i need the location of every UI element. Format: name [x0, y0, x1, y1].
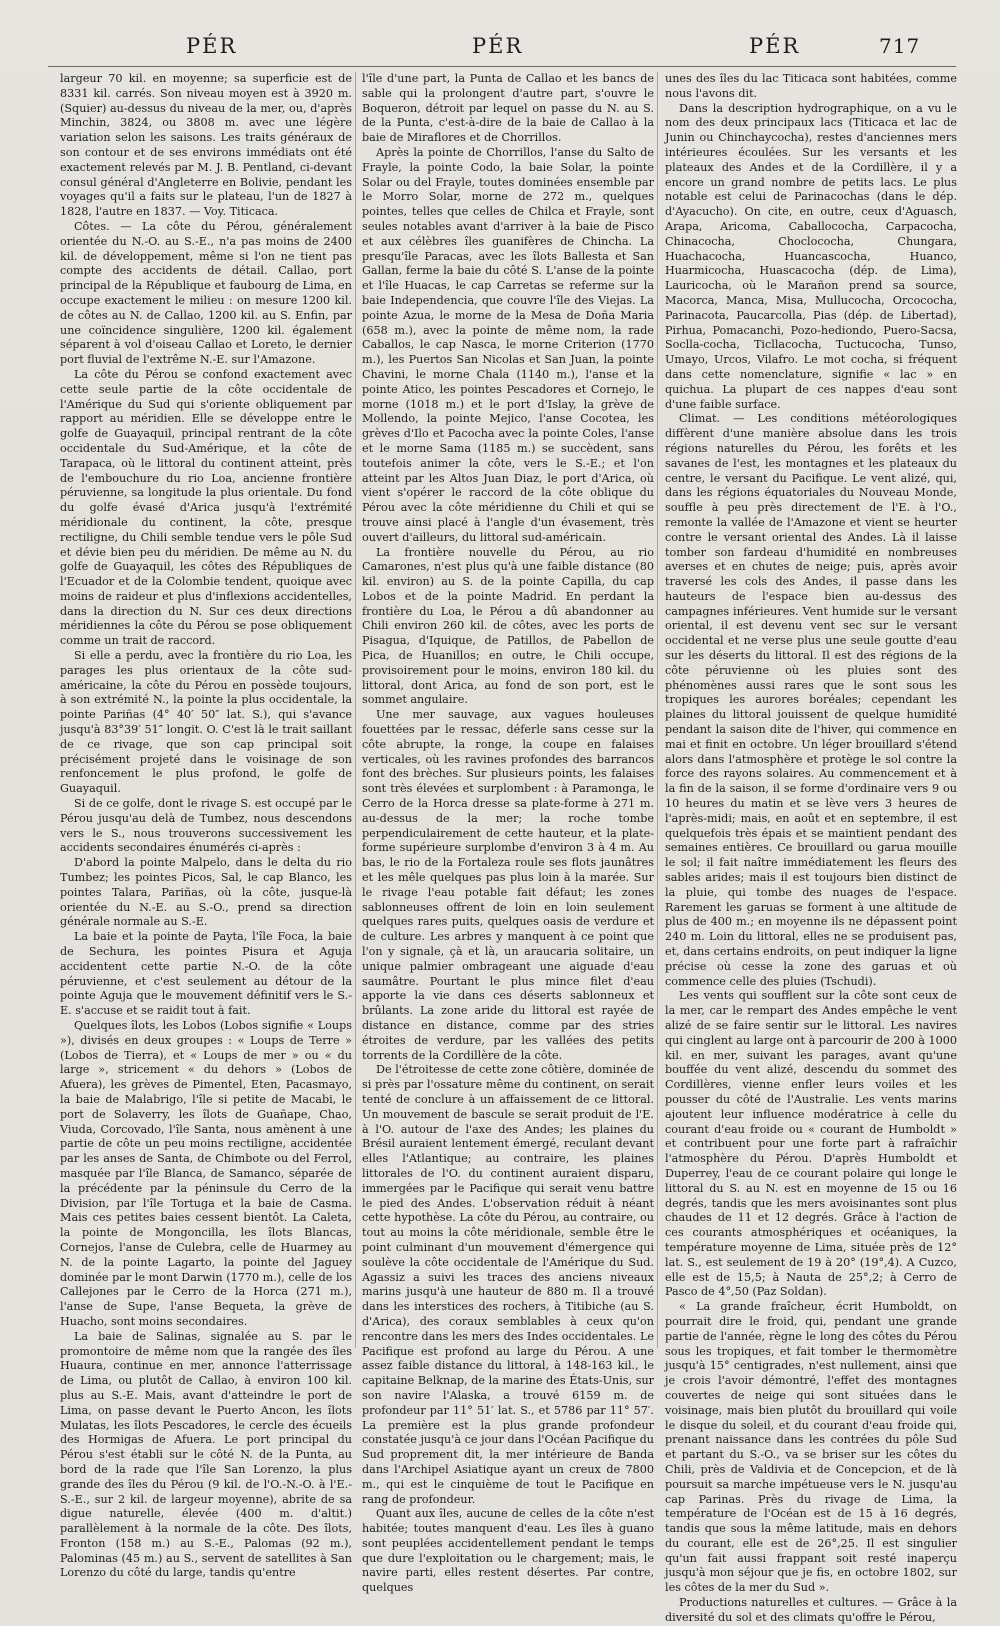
- paragraph: Les vents qui soufflent sur la côte sont ceux de la mer, car le rempart des Andes empêche le vent alizé de se faire sentir sur le littoral. Les navires qui cinglent au large ont à parcourir de 200 à 1000 kil. en mer, suivant les parages, avant qu'une bouffée du vent alizé, descendu du sommet des Cordillères, vienne enfler leurs voiles et les pousser du côté de l'Australie. Les vents marins ajoutent leur influence modératrice à celle du courant d'eau froide ou « courant de Humboldt » et contribuent pour une forte part à rafraîchir l'atmosphère du Pérou. D'après Humboldt et Duperrey, l'eau de ce courant polaire qui longe le littoral du S. au N. est en moyenne de 15 ou 16 degrés, tandis que les mers avoisinantes sont plus chaudes de 11 et 12 degrés. Grâce à l'action de ces courants atmosphériques et océaniques, la température moyenne de Lima, située près de 12° lat. S., est seulement de 19 à 20° (19°,4). A Cuzco, elle est de 15,5; à Nauta de 25°,2; à Cerro de Pasco de 4°,50 (Paz Soldan).: [665, 989, 957, 1299]
- text-column-2: [362, 72, 654, 1595]
- paragraph: Si elle a perdu, avec la frontière du rio Loa, les parages les plus orientaux de la côte sud-américaine, la côte du Pérou en possède toujours, à son extrémité N., la pointe la plus occidentale, la pointe Pariñas (4° 40′ 50″ lat. S.), qui s'avance jusqu'à 83°39′ 51″ longit. O. C'est là le trait saillant de ce rivage, que son cap principal soit précisément projeté dans le voisinage de son renfoncement le plus profond, le golfe de Guayaquil.: [60, 649, 352, 796]
- header-rule: [48, 66, 956, 67]
- paragraph: unes des îles du lac Titicaca sont habitées, comme nous l'avons dit.: [665, 72, 957, 100]
- paragraph: La baie et la pointe de Payta, l'île Foca, la baie de Sechura, les pointes Pisura et Aguja accidentent cette partie N.-O. de la côte péruvienne, et c'est seulement au détour de la pointe Aguja que le mouvement définitif vers le S.-E. s'accuse et se raidit tout à fait.: [60, 930, 352, 1018]
- paragraph: largeur 70 kil. en moyenne; sa superficie est de 8331 kil. carrés. Son niveau moyen est à 3920 m. (Squier) au-dessus du niveau de la mer, ou, d'après Minchin, 3824, ou 3808 m. avec une légère variation selon les saisons. Les traits généraux de son contour et de ses environs immédiats ont été exactement relevés par M. J. B. Pentland, ci-devant consul général d'Angleterre en Bolivie, pendant les voyages qu'il a faits sur le plateau, l'un de 1827 à 1828, l'autre en 1837. — Voy. Titicaca.: [60, 72, 352, 219]
- paragraph: Quelques îlots, les Lobos (Lobos signifie « Loups »), divisés en deux groupes : « Loups de Terre » (Lobos de Tierra), et « Loups de mer » ou « du large », stricement « du dehors » (Lobos de Afuera), les grèves de Pimentel, Eten, Pacasmayo, la baie de Malabrigo, l'île si petite de Macabi, le port de Solaverry, les îlots de Guañape, Chao, Viuda, Corcovado, l'île Santa, nous amènent à une partie de côte un peu moins rectiligne, accidentée par les anses de Santa, de Chimbote ou del Ferrol, masquée par l'île Blanca, de Samanco, séparée de la précédente par la péninsule du Cerro de la Division, par l'île Tortuga et la baie de Casma. Mais ces petites baies cessent bientôt. La Caleta, la pointe de Mongoncilla, les îlots Blancas, Cornejos, l'anse de Culebra, celle de Huarmey au N. de la pointe Lagarto, la pointe del Jaguey dominée par le mont Darwin (1770 m.), celle de los Callejones par le Cerro de la Horca (271 m.), l'anse de Supe, l'anse Bequeta, la grève de Huacho, sont moins secondaires.: [60, 1019, 352, 1328]
- paragraph: « La grande fraîcheur, écrit Humboldt, on pourrait dire le froid, qui, pendant une grande partie de l'année, règne le long des côtes du Pérou sous les tropiques, et fait tomber le thermomètre jusqu'à 15° centigrades, n'est nullement, ainsi que je crois l'avoir démontré, l'effet des montagnes couvertes de neige qui sont situées dans le voisinage, mais bien plutôt du brouillard qui voile le disque du soleil, et du courant d'eau froide qui, prenant naissance dans les contrées du pôle Sud et partant du S.-O., va se briser sur les côtes du Chili, près de Valdivia et de Concepcion, et de là poursuit sa marche impétueuse vers le N. jusqu'au cap Parinas. Près du rivage de Lima, la température de l'Océan est de 15 à 16 degrés, tandis que sous la même latitude, mais en dehors du courant, elle est de 26°,25. Il est singulier qu'un fait aussi frappant soit resté inaperçu jusqu'à mon séjour que je fis, en octobre 1802, sur les côtes de la mer du Sud ».: [665, 1300, 957, 1595]
- header-center-keyword: PÉR: [472, 34, 524, 58]
- paragraph: Dans la description hydrographique, on a vu le nom des deux principaux lacs (Titicaca et lac de Junin ou Chinchaycocha), restes d'anciennes mers intérieures écoulées. Sur les versants et les plateaux des Andes et de la Cordillère, il y a encore un grand nombre de petits lacs. Le plus notable est celui de Parinacochas (dans le dép. d'Ayacucho). On cite, en outre, ceux d'Aguasch, Arapa, Aricoma, Caballococha, Carpacocha, Chinacocha, Choclococha, Chungara, Huachacocha, Huancascocha, Huanco, Huarmicocha, Huascacocha (dép. de Lima), Lauricocha, où le Marañon prend sa source, Macorca, Manca, Misa, Mullucocha, Orcococha, Parinacota, Paucarcolla, Pias (dép. de Libertad), Pirhua, Pomacanchi, Pozo-hediondo, Puero-Sacsa, Soclla-cocha, Ticllacocha, Tuctucocha, Tunso, Umayo, Urcos, Vilafro. Le mot cocha, si fréquent dans cette nomenclature, signifie « lac » en quichua. La plupart de ces nappes d'eau sont d'une faible surface.: [665, 101, 957, 411]
- paragraph: Climat. — Les conditions météorologiques diffèrent d'une manière absolue dans les trois régions naturelles du Pérou, les forêts et les savanes de l'est, les montagnes et les plateaux du centre, le versant du Pacifique. Le vent alizé, qui, dans les régions équatoriales du Nouveau Monde, souffle à peu près directement de l'E. à l'O., remonte la vallée de l'Amazone et vient se heurter contre le versant oriental des Andes. Là il laisse tomber son fardeau d'humidité en nombreuses averses et en chutes de neige; puis, après avoir traversé les cols des Andes, il passe dans les hauteurs de l'espace bien au-dessus des campagnes inférieures. Vent humide sur le versant oriental, il est devenu vent sec sur le versant occidental et ne verse plus une seule goutte d'eau sur les déserts du littoral. Il est des régions de la côte péruvienne où les pluies sont des phénomènes aussi rares que le sont sous les tropiques les aurores boréales; cependant les plaines du littoral jouissent de quelque humidité pendant la saison dite de l'hiver, qui commence en mai et finit en octobre. Un léger brouillard s'étend alors dans l'atmosphère et protège le sol contre la force des rayons solaires. Au commencement et à la fin de la saison, il se forme d'ordinaire vers 9 ou 10 heures du matin et se lève vers 3 heures de l'après-midi; mais, en août et en septembre, il est quelquefois très épais et se maintient pendant des semaines entières. Ce brouillard ou garua mouille le sol; il fait naître immédiatement les fleurs des sables arides; mais il est toujours bien distinct de la pluie, qui tombe des nuages de l'espace. Rarement les garuas se forment à une altitude de plus de 400 m.; en moyenne ils ne dépassent point 240 m. Loin du littoral, elles ne se produisent pas, et, dans certains endroits, on peut indiquer la ligne précise où cesse la zone des garuas et où commence celle des pluies (Tschudi).: [665, 412, 957, 988]
- paragraph: Côtes. — La côte du Pérou, généralement orientée du N.-O. au S.-E., n'a pas moins de 2400 kil. de développement, même si l'on ne tient pas compte des accidents de détail. Callao, port principal de la République et faubourg de Lima, en occupe exactement le milieu : on mesure 1200 kil. de côtes au N. de Callao, 1200 kil. au S. Enfin, par une coïncidence singulière, 1200 kil. également séparent à vol d'oiseau Callao et Loreto, le dernier port fluvial de l'extrême N.-E. sur l'Amazone.: [60, 219, 352, 367]
- running-header: [0, 34, 1000, 64]
- paragraph: Une mer sauvage, aux vagues houleuses fouettées par le ressac, déferle sans cesse sur la côte abrupte, la ronge, la coupe en falaises verticales, où les ravines profondes des barrancos font des brèches. Sur plusieurs points, les falaises sont très élevées et surplombent : à Paramonga, le Cerro de la Horca dresse sa plate-forme à 271 m. au-dessus de la mer; la roche tombe perpendiculairement de cette hauteur, et la plate-forme supérieure surplombe d'environ 3 à 4 m. Au bas, le rio de la Fortaleza roule ses flots jaunâtres et les mêle quelques pas plus loin à la marée. Sur le rivage l'eau potable fait défaut; les zones sablonneuses offrent de loin en loin seulement quelques rares puits, quelques oasis de verdure et de culture. Les arbres y manquent à ce point que l'on y signale, çà et là, un araucaria solitaire, un unique palmier ombrageant une aiguade d'eau saumâtre. Pourtant le plus mince filet d'eau apporte la vie dans ces déserts sablonneux et brûlants. La zone aride du littoral est rayée de distance en distance, comme par des stries étroites de verdure, par les vallées des petits torrents de la Cordillère de la côte.: [362, 708, 654, 1062]
- text-column-1: [60, 72, 352, 1580]
- text-column-3: [665, 72, 957, 1624]
- paragraph: La côte du Pérou se confond exactement avec cette seule partie de la côte occidentale de l'Amérique du Sud qui s'oriente obliquement par rapport au méridien. Elle se développe entre le golfe de Guayaquil, principal rentrant de la côte occidentale du Sud-Amérique, et la côte de Tarapaca, où le littoral du continent atteint, près de l'embouchure du rio Loa, ancienne frontière péruvienne, sa longitude la plus orientale. Du fond du golfe évasé d'Arica jusqu'à l'extrémité méridionale du continent, la côte, presque rectiligne, du Chili semble tendue vers le pôle Sud et dévie bien peu du méridien. De même au N. du golfe de Guayaquil, les côtes des Républiques de l'Ecuador et de la Colombie tendent, quoique avec moins de raideur et plus d'inflexions accidentelles, dans la direction du N. Sur ces deux directions méridiennes la côte du Pérou se pose obliquement comme un trait de raccord.: [60, 367, 352, 648]
- paragraph: De l'étroitesse de cette zone côtière, dominée de si près par l'ossature même du continent, on serait tenté de conclure à un affaissement de ce littoral. Un mouvement de bascule se serait produit de l'E. à l'O. autour de l'axe des Andes; les plaines du Brésil auraient lentement émergé, reculant devant elles l'Atlantique; au contraire, les plaines littorales de l'O. du continent auraient disparu, immergées par le Pacifique qui serait venu battre le pied des Andes. L'observation réduit à néant cette hypothèse. La côte du Pérou, au contraire, ou tout au moins la côte méridionale, semble être le point culminant d'un mouvement d'émergence qui soulève la côte occidentale de l'Amérique du Sud. Agassiz a suivi les traces des anciens niveaux marins jusqu'à une hauteur de 880 m. Il a trouvé dans les interstices des rochers, à Titibiche (au S. d'Arica), des coraux semblables à ceux qu'on rencontre dans les mers des Indes occidentales. Le Pacifique est profond au large du Pérou. A une assez faible distance du littoral, à 148-163 kil., le capitaine Belknap, de la marine des États-Unis, sur son navire l'Alaska, a trouvé 6159 m. de profondeur par 11° 51′ lat. S., et 5786 par 11° 57′. La première est la plus grande profondeur constatée jusqu'à ce jour dans l'Océan Pacifique du Sud proprement dit, la mer intérieure de Banda dans l'Archipel Asiatique ayant un creux de 7800 m., qui est le cinquième de tout le Pacifique en rang de profondeur.: [362, 1063, 654, 1506]
- page-number: 717: [879, 34, 921, 58]
- paragraph: Quant aux îles, aucune de celles de la côte n'est habitée; toutes manquent d'eau. Les îles à guano sont peuplées accidentellement pendant le temps que dure l'exploitation ou le chargement; mais, le navire parti, elles restent désertes. Par contre, quelques: [362, 1507, 654, 1595]
- paragraph: Après la pointe de Chorrillos, l'anse du Salto de Frayle, la pointe Codo, la baie Solar, la pointe Solar ou del Frayle, toutes dominées ensemble par le Morro Solar, morne de 272 m., quelques pointes, telles que celles de Chilca et Frayle, sont seules notables avant d'arriver à la baie de Pisco et aux célèbres îles guanifères de Chincha. La presqu'île Paracas, avec les îlots Ballesta et San Gallan, ferme la baie du côté S. L'anse de la pointe et l'île Huacas, le cap Carretas se referme sur la baie Independencia, que couvre l'île des Viejas. La pointe Azua, le morne de la Mesa de Doña Maria (658 m.), avec la pointe de même nom, la rade Caballos, le cap Nasca, le morne Criterion (1770 m.), les Puertos San Nicolas et San Juan, la pointe Chavini, le morne Chala (1140 m.), l'anse et la pointe Atico, les pointes Pescadores et Cornejo, le morne (1018 m.) et le port d'Islay, la grève de Mollendo, la pointe Mejico, l'anse Cocotea, les grèves d'Ilo et Pacocha avec la pointe Coles, l'anse et le morne Sama (1185 m.) se succèdent, sans toutefois animer la côte, vers le S.-E.; et l'on atteint par les Altos Juan Diaz, le port d'Arica, où vient s'opérer le raccord de la côte oblique du Pérou avec la côte méridienne du Chili et qui se trouve ainsi placé à l'angle d'un évasement, très ouvert d'ailleurs, du littoral sud-américain.: [362, 145, 654, 544]
- paragraph: La frontière nouvelle du Pérou, au rio Camarones, n'est plus qu'à une faible distance (80 kil. environ) au S. de la pointe Capilla, du cap Lobos et de la pointe Madrid. En perdant la frontière du Loa, le Pérou a dû abandonner au Chili environ 260 kil. de côtes, avec les ports de Pisagua, d'Iquique, de Patillos, de Pabellon de Pica, de Huanillos; en outre, le Chili occupe, provisoirement pour le moins, environ 180 kil. du littoral, dont Arica, au fond de son port, est le sommet angulaire.: [362, 545, 654, 707]
- header-right-keyword: PÉR: [749, 34, 801, 58]
- header-left-keyword: PÉR: [186, 34, 238, 58]
- column-separator: [657, 72, 658, 1348]
- paragraph: La baie de Salinas, signalée au S. par le promontoire de même nom que la rangée des îles Huaura, continue en mer, annonce l'atterrissage de Lima, ou plutôt de Callao, à environ 100 kil. plus au S.-E. Mais, avant d'atteindre le port de Lima, on passe devant le Puerto Ancon, les îlots Mulatas, les îlots Pescadores, le cercle des écueils des Hormigas de Afuera. Le port principal du Pérou s'est établi sur le côté N. de la Punta, au bord de la rade que l'île San Lorenzo, la plus grande des îles du Pérou (9 kil. de l'O.-N.-O. à l'E.-S.-E., sur 2 kil. de largeur moyenne), abrite de sa digue naturelle, élevée (400 m. d'altit.) parallèlement à la normale de la côte. Des îlots, Fronton (158 m.) au S.-E., Palomas (92 m.), Palominas (45 m.) au S., servent de satellites à San Lorenzo du côté du large, tandis qu'entre: [60, 1329, 352, 1580]
- paragraph: D'abord la pointe Malpelo, dans le delta du rio Tumbez; les pointes Picos, Sal, le cap Blanco, les pointes Talara, Pariñas, où la côte, jusque-là orientée du N.-E. au S.-O., prend sa direction générale normale au S.-E.: [60, 856, 352, 929]
- column-separator: [355, 72, 356, 1348]
- paragraph: Si de ce golfe, dont le rivage S. est occupé par le Pérou jusqu'au delà de Tumbez, nous descendons vers le S., nous trouverons successivement les accidents secondaires énumérés ci-après :: [60, 797, 352, 855]
- paragraph: l'île d'une part, la Punta de Callao et les bancs de sable qui la prolongent d'autre part, s'ouvre le Boqueron, détroit par lequel on passe du N. au S. de la Punta, c'est-à-dire de la baie de Callao à la baie de Miraflores et de Chorrillos.: [362, 72, 654, 145]
- paragraph: Productions naturelles et cultures. — Grâce à la diversité du sol et des climats qu'offre le Pérou,: [665, 1596, 957, 1624]
